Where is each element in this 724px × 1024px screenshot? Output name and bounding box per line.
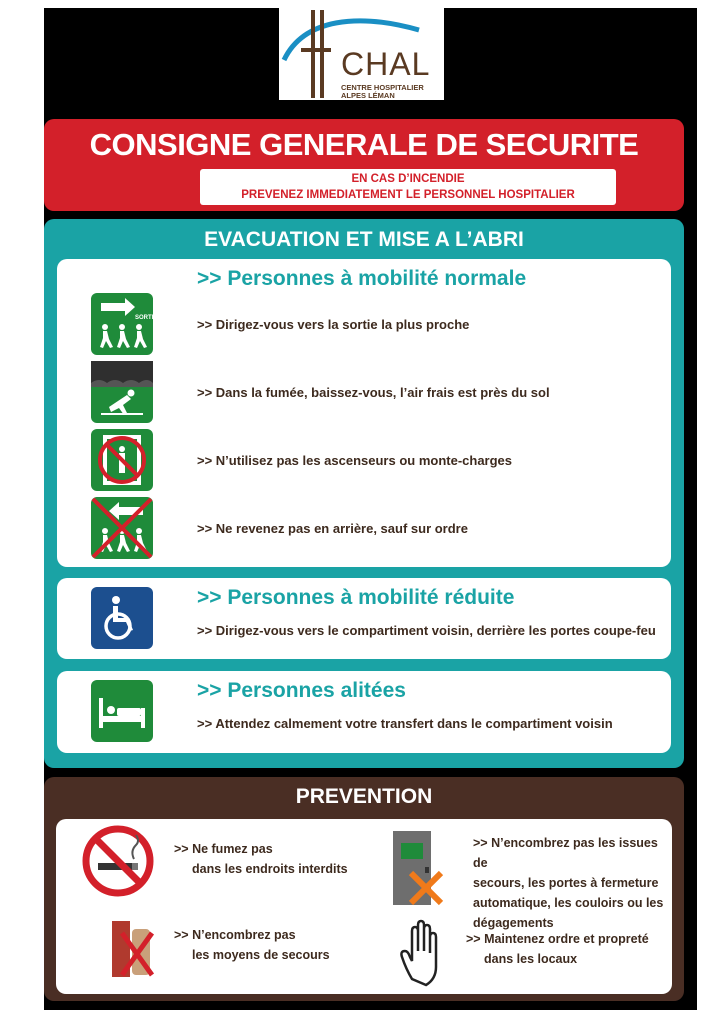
- alert-subtitle: EN CAS D’INCENDIE PREVENEZ IMMEDIATEMENT LE PERSONNEL HOSPITALIER: [200, 169, 616, 205]
- bed-icon: [91, 680, 153, 742]
- chal-logo: [279, 8, 444, 100]
- page-title: CONSIGNE GENERALE DE SECURITE: [89, 127, 639, 162]
- svg-text:SORTIE: SORTIE: [135, 315, 158, 321]
- prevention-card: [56, 819, 672, 994]
- bedridden-heading: >> Personnes alitées: [197, 679, 406, 702]
- instruction-no-elevator: >> N’utilisez pas les ascenseurs ou monte-charges: [197, 453, 513, 468]
- prevention-section: [44, 777, 684, 1001]
- instruction-stay-low: >> Dans la fumée, baissez-vous, l’air frais est près du sol: [197, 385, 550, 400]
- prevention-equipment-text: >> N’encombrez pas les moyens de secours: [174, 928, 330, 962]
- instruction-no-going-back: >> Ne revenez pas en arrière, sauf sur ordre: [197, 521, 468, 536]
- prevention-no-smoking-text: >> Ne fumez pas dans les endroits interdits: [174, 842, 348, 876]
- mobility-normal-card: [57, 259, 671, 567]
- crawl-under-smoke-icon: [91, 361, 153, 423]
- blocked-extinguisher-icon: [102, 917, 162, 981]
- mobility-reduced-heading: >> Personnes à mobilité réduite: [197, 586, 515, 609]
- bedridden-card: [57, 671, 671, 753]
- blocked-emergency-door-icon: [391, 829, 451, 909]
- no-turning-back-icon: [91, 497, 153, 559]
- logo-name: CHAL: [341, 46, 431, 82]
- hand-icon: [398, 919, 452, 981]
- instruction-await-transfer: >> Attendez calmement votre transfert dans le compartiment voisin: [197, 716, 613, 731]
- mobility-normal-heading: >> Personnes à mobilité normale: [197, 267, 527, 290]
- header-banner: [44, 119, 684, 211]
- evacuation-title: EVACUATION ET MISE A L’ABRI: [204, 228, 524, 251]
- prevention-order-text: >> Maintenez ordre et propreté dans les locaux: [466, 932, 649, 966]
- prevention-exits-text: >> N’encombrez pas les issues de secours, les portes à fermeture automatique, les couloirs ou les dégagements: [473, 836, 664, 930]
- instruction-nearest-exit: >> Dirigez-vous vers la sortie la plus proche: [197, 317, 470, 332]
- logo-subtitle: CENTRE HOSPITALIER ALPES LÉMAN: [341, 83, 424, 100]
- prevention-title: PREVENTION: [295, 785, 433, 808]
- instruction-fire-doors: >> Dirigez-vous vers le compartiment voisin, derrière les portes coupe-feu: [197, 623, 656, 638]
- evacuation-section: [44, 219, 684, 768]
- no-elevator-icon: [91, 429, 153, 491]
- wheelchair-icon: [91, 587, 153, 649]
- exit-sortie-icon: [91, 293, 158, 355]
- mobility-reduced-card: [57, 578, 671, 659]
- no-smoking-icon: [82, 825, 154, 897]
